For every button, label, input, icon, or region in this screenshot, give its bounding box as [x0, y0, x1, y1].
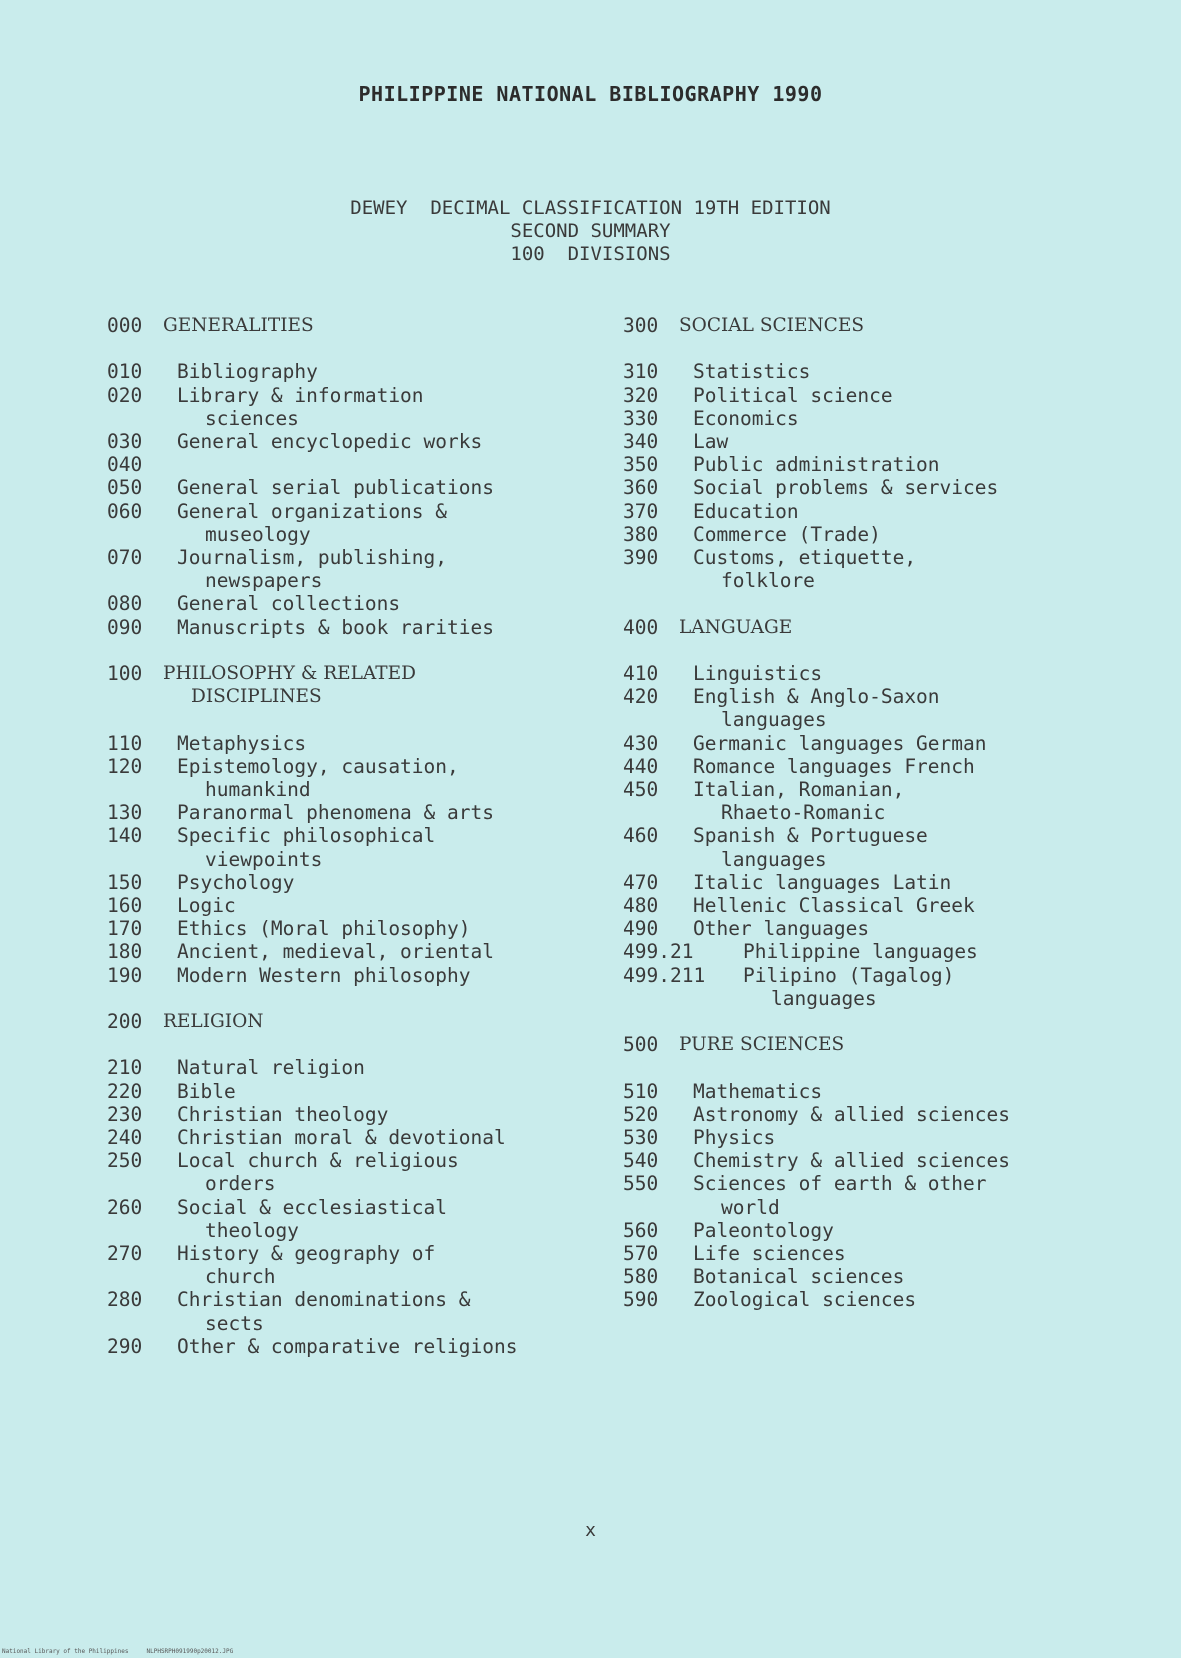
division-row — [107, 1103, 517, 1126]
division-row — [623, 569, 1010, 592]
division-number: 160 — [107, 894, 143, 918]
division-row — [623, 453, 1010, 476]
division-label: Modern Western philosophy — [177, 963, 471, 987]
division-label: church — [205, 1265, 276, 1289]
division-number: 260 — [107, 1195, 143, 1219]
division-number — [107, 1265, 177, 1288]
division-label: newspapers — [205, 569, 323, 593]
division-row — [107, 755, 517, 778]
division-label: DISCIPLINES — [191, 686, 322, 708]
division-number — [107, 848, 177, 871]
division-row — [107, 1172, 517, 1195]
division-number: 270 — [107, 1242, 143, 1266]
division-label: Natural religion — [177, 1056, 365, 1080]
division-row — [107, 1288, 517, 1311]
division-row — [623, 685, 1010, 708]
division-number: 150 — [107, 870, 143, 894]
division-row — [107, 732, 517, 755]
division-number: 570 — [623, 1242, 659, 1266]
division-number — [107, 1219, 177, 1242]
division-label: Zoological sciences — [693, 1288, 917, 1312]
division-label: LANGUAGE — [679, 616, 793, 638]
division-label: Customs, etiquette, — [693, 546, 917, 570]
division-label: Ethics (Moral philosophy) — [177, 917, 471, 941]
division-number: 080 — [107, 592, 143, 616]
division-label: Statistics — [693, 360, 811, 384]
division-number: 130 — [107, 801, 143, 825]
division-row — [623, 708, 1010, 731]
division-row — [623, 1196, 1010, 1219]
division-row — [107, 1196, 517, 1219]
division-label: sciences — [205, 406, 299, 430]
division-label: Astronomy & allied sciences — [693, 1102, 1010, 1126]
division-number: 530 — [623, 1126, 659, 1150]
division-number — [623, 801, 693, 824]
division-row — [107, 1126, 517, 1149]
division-number — [623, 569, 693, 592]
division-number — [107, 1172, 177, 1195]
division-row — [107, 1080, 517, 1103]
division-number — [623, 848, 693, 871]
spacer — [107, 1033, 517, 1056]
division-row — [623, 1103, 1010, 1126]
division-row — [107, 476, 517, 499]
division-row — [107, 1219, 517, 1242]
division-row — [623, 384, 1010, 407]
division-row — [107, 1265, 517, 1288]
division-label: History & geography of — [177, 1242, 436, 1266]
division-number — [107, 407, 177, 430]
division-number: 470 — [623, 870, 659, 894]
division-number: 370 — [623, 499, 659, 523]
division-row — [107, 778, 517, 801]
division-row — [107, 917, 517, 940]
division-label: GENERALITIES — [163, 315, 314, 336]
division-label: Journalism, publishing, — [177, 546, 448, 570]
spacer — [623, 337, 1010, 360]
spacer — [623, 1056, 1010, 1079]
division-number: 340 — [623, 430, 659, 453]
division-label: Specific philosophical — [177, 824, 436, 848]
division-label: Christian moral & devotional — [177, 1126, 506, 1150]
division-number: 170 — [107, 917, 143, 941]
division-row — [107, 500, 517, 523]
division-number: 000 — [107, 314, 143, 337]
division-row — [107, 1335, 517, 1358]
division-row — [623, 964, 1010, 987]
division-label: Bibliography — [177, 360, 318, 384]
division-number: 120 — [107, 754, 143, 778]
division-row — [107, 894, 517, 917]
division-row — [623, 1126, 1010, 1149]
division-number: 360 — [623, 476, 659, 500]
classification-heading — [0, 197, 1181, 266]
division-number: 420 — [623, 685, 659, 709]
division-number: 560 — [623, 1218, 659, 1242]
division-row — [623, 987, 1010, 1010]
division-row — [107, 848, 517, 871]
division-row — [107, 430, 517, 453]
division-label: viewpoints — [205, 847, 323, 871]
scan-footer: National Library of the Philippines NLPHSRPH091990p20012.JPG — [2, 1648, 234, 1655]
division-label: Political science — [693, 383, 893, 407]
spacer — [107, 987, 517, 1010]
division-number: 400 — [623, 615, 659, 639]
division-number: 430 — [623, 731, 659, 755]
division-row — [107, 1312, 517, 1335]
division-row — [107, 384, 517, 407]
division-number: 110 — [107, 731, 143, 755]
division-number: 510 — [623, 1079, 659, 1103]
division-number — [623, 987, 743, 1010]
division-label: Ancient, medieval, oriental — [177, 940, 494, 964]
division-label: Paleontology — [693, 1218, 834, 1242]
division-number: 190 — [107, 963, 143, 987]
division-number: 040 — [107, 453, 143, 477]
division-label: Law — [693, 430, 729, 453]
division-number: 350 — [623, 453, 659, 477]
division-row — [107, 871, 517, 894]
division-heading — [107, 314, 517, 337]
division-label: Bible — [177, 1079, 236, 1103]
division-row — [623, 1219, 1010, 1242]
division-label: Psychology — [177, 870, 295, 894]
division-label: Local church & religious — [177, 1149, 459, 1173]
division-label: General serial publications — [177, 476, 494, 500]
division-row — [623, 360, 1010, 383]
division-number: 540 — [623, 1149, 659, 1173]
division-number — [107, 569, 177, 592]
division-row — [623, 917, 1010, 940]
division-label: Physics — [693, 1126, 776, 1150]
division-label: languages — [771, 986, 877, 1010]
division-number: 090 — [107, 615, 143, 639]
page-title: PHILIPPINE NATIONAL BIBLIOGRAPHY 1990 — [358, 82, 823, 106]
division-number: 290 — [107, 1334, 143, 1358]
division-label: General collections — [177, 592, 401, 616]
division-label: folklore — [721, 569, 815, 593]
division-number: 580 — [623, 1265, 659, 1289]
division-number — [623, 708, 693, 731]
division-number: 499.21 — [623, 940, 694, 964]
division-row — [107, 940, 517, 963]
division-row — [107, 964, 517, 987]
division-number: 590 — [623, 1288, 659, 1312]
division-number: 240 — [107, 1126, 143, 1150]
division-label: Social & ecclesiastical — [177, 1195, 448, 1219]
division-row — [107, 801, 517, 824]
division-row — [623, 1172, 1010, 1195]
spacer — [107, 708, 517, 731]
division-number: 440 — [623, 754, 659, 778]
division-label: languages — [721, 708, 827, 732]
division-number: 330 — [623, 406, 659, 430]
division-label: Other & comparative religions — [177, 1334, 518, 1358]
division-label: Philippine languages — [743, 940, 978, 964]
division-number: 070 — [107, 546, 143, 570]
division-number: 060 — [107, 499, 143, 523]
page-number: x — [585, 1520, 596, 1541]
division-label: Hellenic Classical Greek — [693, 894, 975, 918]
division-row — [623, 500, 1010, 523]
division-row — [107, 523, 517, 546]
division-row — [623, 732, 1010, 755]
division-row — [623, 523, 1010, 546]
division-number: 460 — [623, 824, 659, 848]
division-number: 220 — [107, 1079, 143, 1103]
division-label: Botanical sciences — [693, 1265, 905, 1289]
heading-line-1: DEWEY DECIMAL CLASSIFICATION 19TH EDITION — [350, 197, 831, 219]
division-label: Public administration — [693, 453, 940, 477]
division-row — [623, 1080, 1010, 1103]
heading-line-3: 100 DIVISIONS — [510, 243, 671, 265]
division-label: Life sciences — [693, 1242, 846, 1266]
left-column — [107, 314, 517, 1358]
division-label: Italian, Romanian, — [693, 778, 905, 802]
division-label: General encyclopedic works — [177, 430, 483, 453]
division-number: 520 — [623, 1102, 659, 1126]
division-number: 180 — [107, 940, 143, 964]
division-row — [623, 1288, 1010, 1311]
heading-line-2: SECOND SUMMARY — [510, 220, 671, 242]
division-row — [623, 894, 1010, 917]
division-label: theology — [205, 1218, 299, 1242]
spacer — [623, 639, 1010, 662]
division-row — [623, 778, 1010, 801]
division-label: Germanic languages German — [693, 731, 987, 755]
division-row — [623, 430, 1010, 453]
division-label: world — [721, 1195, 780, 1219]
division-row — [107, 1242, 517, 1265]
division-number: 020 — [107, 383, 143, 407]
division-number: 050 — [107, 476, 143, 500]
division-number: 230 — [107, 1102, 143, 1126]
division-label: Romance languages French — [693, 754, 975, 778]
division-number: 550 — [623, 1172, 659, 1196]
division-number: 390 — [623, 546, 659, 570]
division-row — [107, 1149, 517, 1172]
spacer — [107, 639, 517, 662]
division-number: 140 — [107, 824, 143, 848]
division-label: sects — [205, 1311, 264, 1335]
division-label: Spanish & Portuguese — [693, 824, 928, 848]
right-column — [623, 314, 1010, 1312]
division-label: Paranormal phenomena & arts — [177, 801, 494, 825]
division-label: General organizations & — [177, 499, 448, 523]
division-number — [107, 1312, 177, 1335]
division-label: Economics — [693, 406, 799, 430]
division-number: 010 — [107, 360, 143, 384]
division-row — [623, 476, 1010, 499]
division-label: PHILOSOPHY & RELATED — [163, 663, 416, 685]
division-label: Chemistry & allied sciences — [693, 1149, 1010, 1173]
division-number: 210 — [107, 1056, 143, 1080]
division-label: orders — [205, 1172, 276, 1196]
division-label: PURE SCIENCES — [679, 1034, 845, 1056]
spacer — [623, 592, 1010, 615]
division-number: 030 — [107, 430, 143, 453]
division-number: 100 — [107, 662, 143, 686]
division-label: Social problems & services — [693, 476, 999, 500]
division-label: Logic — [177, 894, 236, 918]
division-label: Italic languages Latin — [693, 870, 952, 894]
division-number: 380 — [623, 522, 659, 546]
division-label: Christian theology — [177, 1102, 389, 1126]
division-label: Commerce (Trade) — [693, 522, 881, 546]
division-label: Christian denominations & — [177, 1288, 471, 1312]
division-row — [623, 662, 1010, 685]
division-row — [107, 592, 517, 615]
division-number: 450 — [623, 778, 659, 802]
division-row — [107, 824, 517, 847]
division-label: Epistemology, causation, — [177, 754, 459, 778]
division-label: museology — [205, 522, 311, 546]
division-row — [623, 940, 1010, 963]
division-row — [107, 453, 517, 476]
division-label: Mathematics — [693, 1079, 823, 1103]
division-row — [623, 755, 1010, 778]
division-heading — [107, 1010, 517, 1033]
division-number: 480 — [623, 894, 659, 918]
division-number: 250 — [107, 1149, 143, 1173]
division-row — [107, 360, 517, 383]
division-row — [623, 1149, 1010, 1172]
division-number: 320 — [623, 383, 659, 407]
division-label: Manuscripts & book rarities — [177, 615, 494, 639]
division-label: Library & information — [177, 383, 424, 407]
division-number — [107, 778, 177, 801]
division-number: 280 — [107, 1288, 143, 1312]
division-row — [623, 407, 1010, 430]
division-label: Education — [693, 499, 799, 523]
division-number — [107, 523, 177, 546]
division-row — [107, 546, 517, 569]
division-row — [623, 1242, 1010, 1265]
division-row — [623, 546, 1010, 569]
division-label: Rhaeto-Romanic — [721, 801, 886, 825]
division-row — [107, 569, 517, 592]
division-label: Pilipino (Tagalog) — [743, 963, 955, 987]
division-row — [623, 848, 1010, 871]
division-row — [107, 616, 517, 639]
division-row — [623, 801, 1010, 824]
division-number: 300 — [623, 314, 659, 337]
spacer — [107, 337, 517, 360]
division-number: 200 — [107, 1010, 143, 1034]
division-number — [623, 1196, 693, 1219]
division-heading — [107, 662, 517, 685]
division-label: Sciences of earth & other — [693, 1172, 987, 1196]
division-label: Linguistics — [693, 662, 823, 685]
division-row — [623, 824, 1010, 847]
division-row — [107, 1056, 517, 1079]
division-label: RELIGION — [163, 1011, 264, 1033]
division-label: languages — [721, 847, 827, 871]
division-label: SOCIAL SCIENCES — [679, 315, 864, 336]
division-heading — [107, 685, 517, 708]
division-label: English & Anglo-Saxon — [693, 685, 940, 709]
division-number: 499.211 — [623, 963, 706, 987]
division-row — [107, 407, 517, 430]
division-row — [623, 1265, 1010, 1288]
division-label: Metaphysics — [177, 731, 307, 755]
division-number: 310 — [623, 360, 659, 384]
division-label: humankind — [205, 778, 311, 802]
division-heading — [623, 616, 1010, 639]
division-heading — [623, 314, 1010, 337]
division-row — [623, 871, 1010, 894]
division-number: 410 — [623, 662, 659, 685]
division-heading — [623, 1033, 1010, 1056]
division-number: 490 — [623, 917, 659, 941]
division-number: 500 — [623, 1033, 659, 1057]
division-label: Other languages — [693, 917, 870, 941]
spacer — [623, 1010, 1010, 1033]
